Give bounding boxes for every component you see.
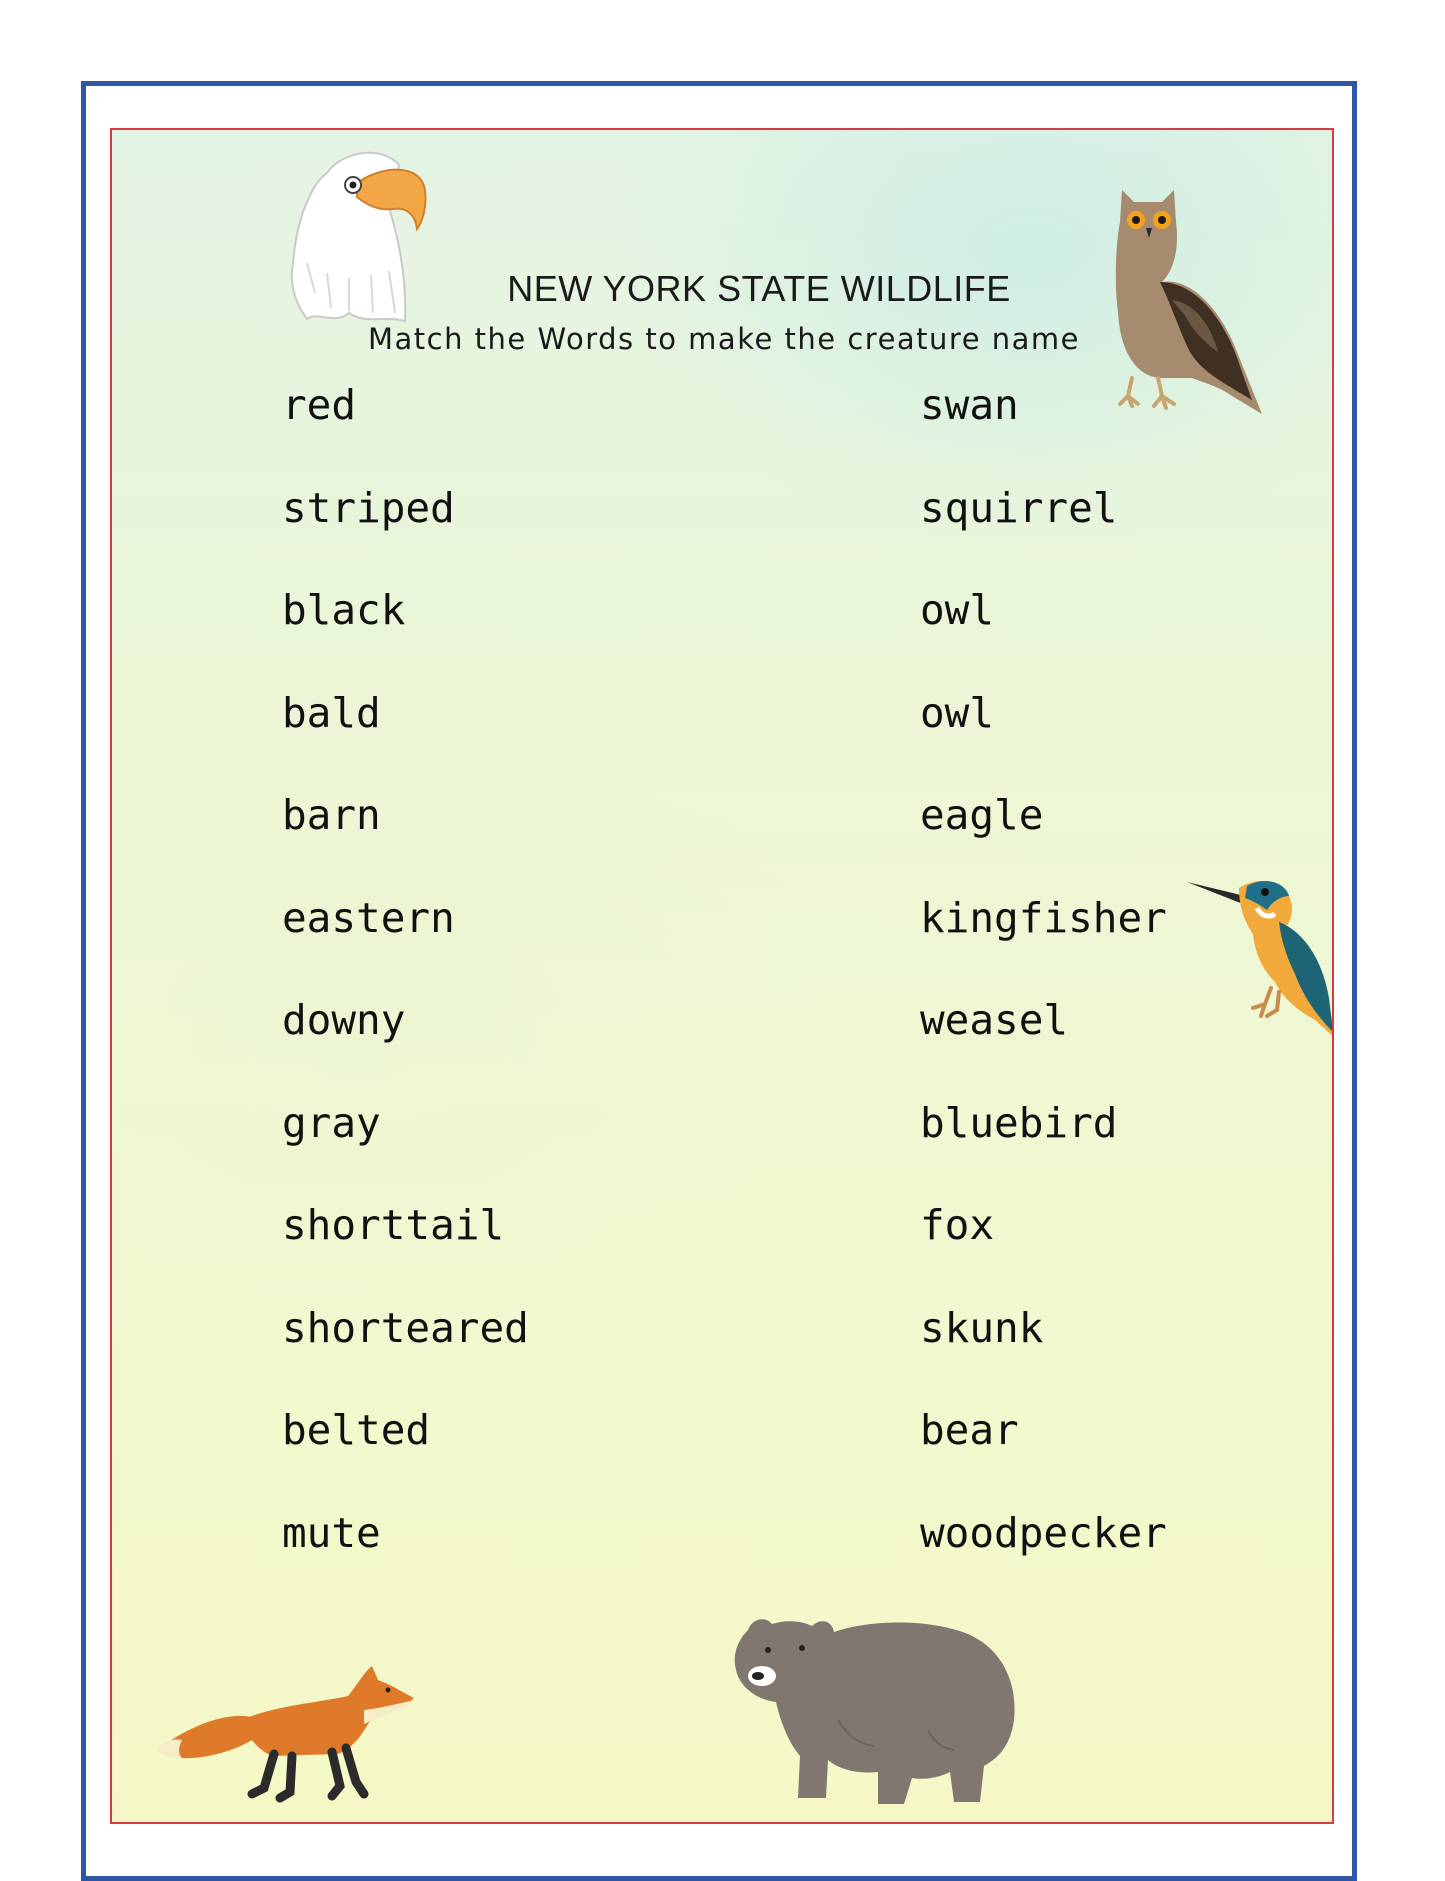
right-word: fox [920,1201,995,1249]
left-word: mute [282,1508,381,1557]
left-word: striped [282,483,455,532]
right-word: skunk [920,1303,1044,1352]
left-word: barn [282,791,381,839]
fox-illustration [152,1658,422,1808]
right-word: swan [920,381,1019,429]
left-word: gray [282,1098,381,1147]
right-word: owl [920,688,995,737]
right-word: bluebird [920,1098,1118,1147]
left-word: downy [282,996,406,1044]
left-word: shorteared [282,1303,529,1352]
left-word: bald [282,688,381,737]
worksheet-title: NEW YORK STATE WILDLIFE [507,268,1011,309]
right-word: bear [920,1406,1019,1454]
left-word: belted [282,1406,431,1454]
left-word: black [282,586,406,634]
worksheet-instructions: Match the Words to make the creature name [367,322,1081,356]
right-word: eagle [920,791,1044,839]
right-word: weasel [920,996,1069,1044]
right-word: squirrel [920,483,1118,532]
right-word-column [920,354,1167,1584]
left-word: red [282,381,357,429]
right-word: kingfisher [920,893,1167,942]
kingfisher-illustration [1187,870,1334,1045]
left-word: shorttail [282,1201,505,1249]
worksheet-panel [110,128,1334,1824]
left-word-column [282,354,529,1584]
bear-illustration [728,1610,1028,1810]
right-word: owl [920,586,995,634]
right-word: woodpecker [920,1508,1167,1557]
left-word: eastern [282,893,455,942]
